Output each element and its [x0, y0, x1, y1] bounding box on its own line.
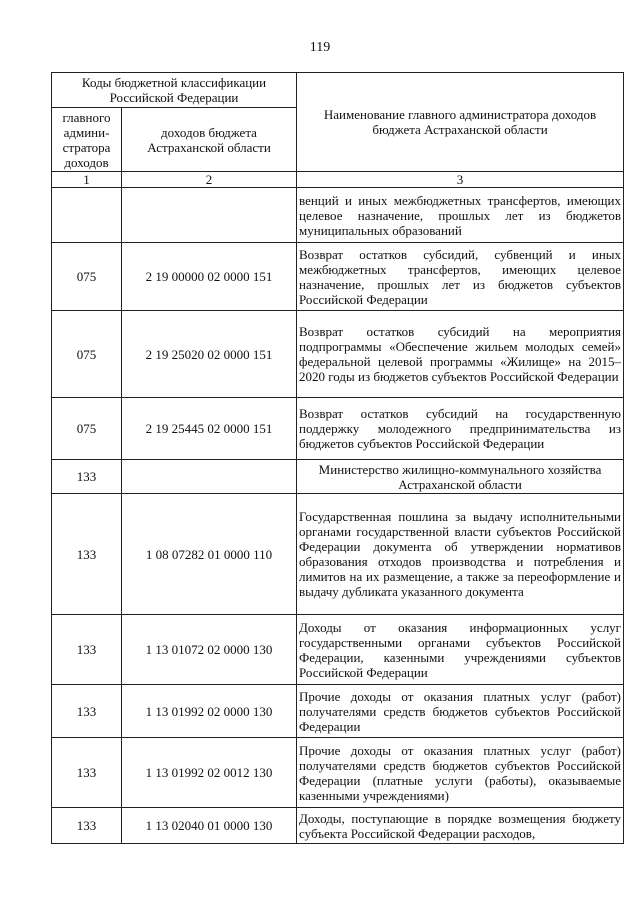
table-row	[52, 311, 624, 398]
income-code: 2 19 25445 02 0000 151	[122, 398, 297, 460]
column-number: 3	[297, 172, 624, 188]
income-code: 2 19 25020 02 0000 151	[122, 311, 297, 398]
income-name: Доходы, поступающие в порядке возмещения бюджету субъекта Российской Федерации расходов,	[297, 808, 624, 844]
header-col3-title: Наименование главного администратора доходов бюджета Астраханской области	[297, 73, 624, 172]
income-code: 1 08 07282 01 0000 110	[122, 494, 297, 615]
table-row	[52, 808, 624, 844]
table-row	[52, 243, 624, 311]
column-number: 1	[52, 172, 122, 188]
income-name: Доходы от оказания информационных услуг государственными органами субъектов Российской Федерации, казенными учреждениями субъектов Российской Федерации	[297, 615, 624, 685]
income-name: Возврат остатков субсидий, субвенций и иных межбюджетных трансфертов, имеющих целевое назначение, прошлых лет из бюджетов субъектов Российской Федерации	[297, 243, 624, 311]
income-code: 1 13 02040 01 0000 130	[122, 808, 297, 844]
income-name: Государственная пошлина за выдачу исполнительными органами государственной власти субъектов Российской Федерации документа об утверждении нормативов образования отходов производства и потребления и лимитов на их размещение, а также за переоформление и выдачу дубликата указанного документа	[297, 494, 624, 615]
table-row	[52, 494, 624, 615]
page-number: 119	[309, 40, 331, 55]
table-row	[52, 685, 624, 738]
administrator-name: Министерство жилищно-коммунального хозяйства Астраханской области	[297, 460, 624, 494]
income-name: Возврат остатков субсидий на мероприятия подпрограммы «Обеспечение жильем молодых семей» федеральной целевой программы «Жилище» на 2015–2020 годы из бюджетов субъектов Российской Федерации	[297, 311, 624, 398]
header-row-group	[52, 73, 624, 108]
admin-code	[52, 188, 122, 243]
admin-code: 075	[52, 243, 122, 311]
header-col1-title: главного админи-стратора доходов	[52, 108, 122, 172]
budget-codes-table	[51, 72, 624, 844]
income-code: 1 13 01992 02 0012 130	[122, 738, 297, 808]
header-col2-title: доходов бюджета Астраханской области	[122, 108, 297, 172]
header-group-title: Коды бюджетной классификации Российской Федерации	[52, 73, 297, 108]
admin-code: 133	[52, 808, 122, 844]
income-name: Возврат остатков субсидий на государственную поддержку молодежного предпринимательства из бюджетов субъектов Российской Федерации	[297, 398, 624, 460]
admin-code: 075	[52, 398, 122, 460]
admin-code: 133	[52, 738, 122, 808]
income-code	[122, 460, 297, 494]
income-code: 1 13 01072 02 0000 130	[122, 615, 297, 685]
admin-code: 133	[52, 494, 122, 615]
income-name: Прочие доходы от оказания платных услуг (работ) получателями средств бюджетов субъектов Российской Федерации	[297, 685, 624, 738]
table-row	[52, 615, 624, 685]
table-row	[52, 738, 624, 808]
admin-code: 133	[52, 685, 122, 738]
admin-code: 133	[52, 615, 122, 685]
table-row	[52, 188, 624, 243]
income-code	[122, 188, 297, 243]
income-code: 1 13 01992 02 0000 130	[122, 685, 297, 738]
income-code: 2 19 00000 02 0000 151	[122, 243, 297, 311]
table-row	[52, 398, 624, 460]
table-row	[52, 460, 624, 494]
admin-code: 075	[52, 311, 122, 398]
income-name: венций и иных межбюджетных трансфертов, имеющих целевое назначение, прошлых лет из бюджетов муниципальных образований	[297, 188, 624, 243]
admin-code: 133	[52, 460, 122, 494]
column-numbers-row	[52, 172, 624, 188]
column-number: 2	[122, 172, 297, 188]
income-name: Прочие доходы от оказания платных услуг (работ) получателями средств бюджетов субъектов Российской Федерации (платные услуги (работы), оказываемые казенными учреждениями)	[297, 738, 624, 808]
